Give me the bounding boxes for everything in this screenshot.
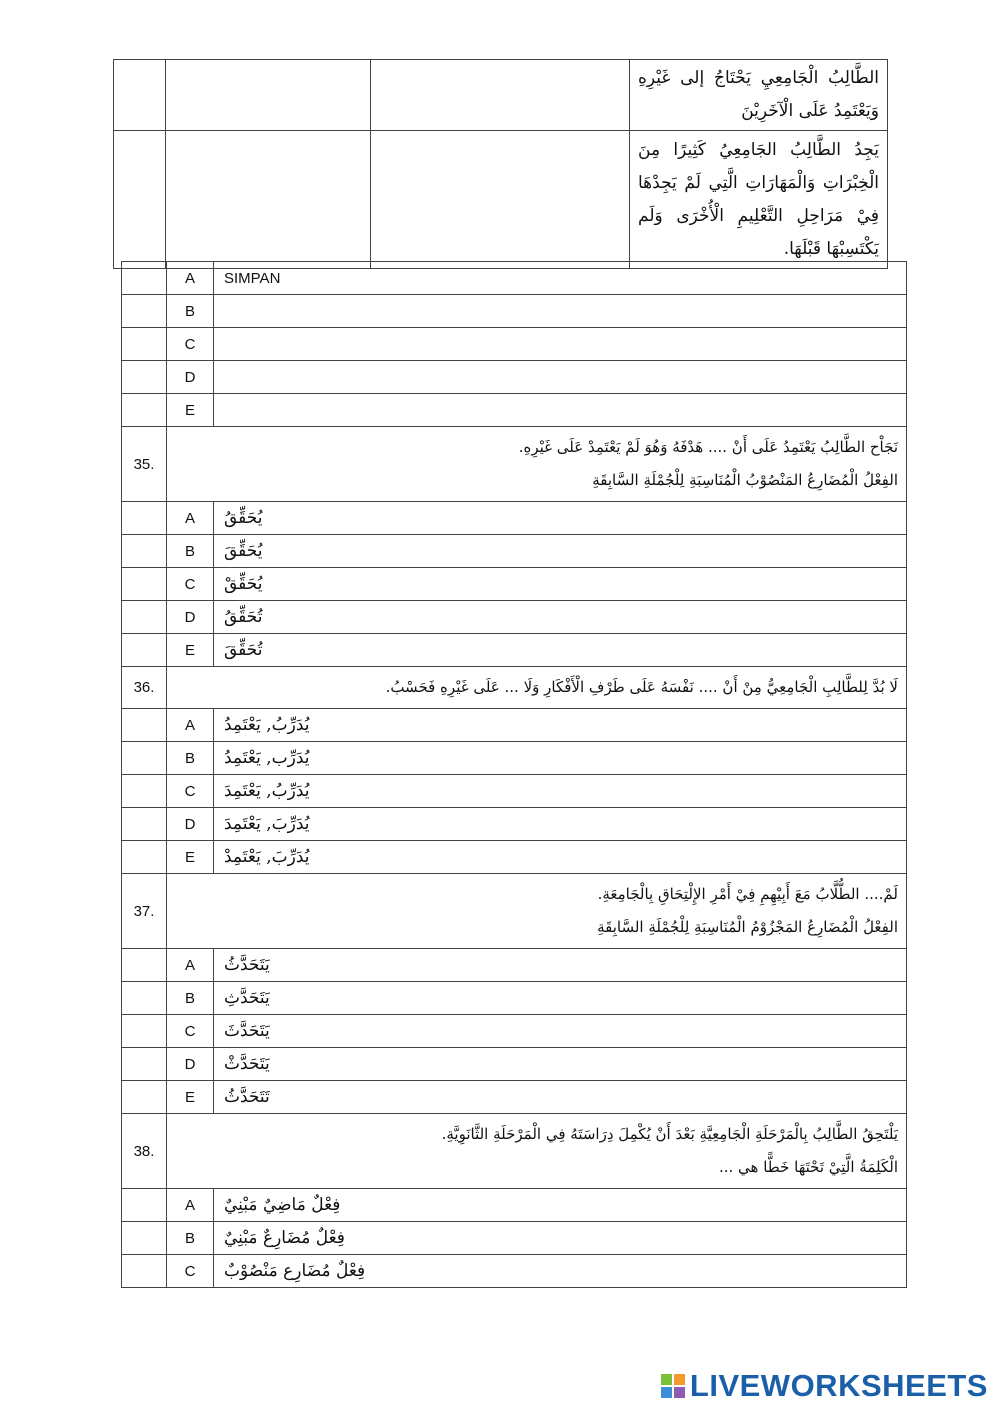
option-label: تُحَقِّقَ <box>224 640 263 660</box>
option-answer-field[interactable] <box>214 328 907 361</box>
logo-square-blue <box>661 1387 672 1398</box>
option-row[interactable] <box>122 1081 907 1114</box>
logo-square-orange <box>674 1374 685 1385</box>
option-label: يُدَرِّب, يَعْتَمِدُ <box>224 748 310 768</box>
option-row[interactable] <box>122 601 907 634</box>
option-label: يَتَحَدَّثْ <box>224 1054 270 1074</box>
option-text[interactable] <box>214 1189 907 1222</box>
question-row-37 <box>122 874 907 949</box>
number-cell <box>122 601 167 634</box>
liveworksheets-logo-icon <box>661 1374 685 1398</box>
option-label: يَتَحَدَّثَ <box>224 1021 270 1041</box>
option-letter: C <box>167 568 214 601</box>
statement-text: يَجِدُ الطَّالِبُ الجَامِعِيُ كَثِيرًا مِنَ الْخِبْرَاتِ وَالْمَهَارَاتِ الَّتِي لَمْ يَجِدْهَا فِيْ مَرَاحِلِ التَّعْلِيمِ الْأُخْرَى وَلَم يَكْتَسِبْهَا قَبْلَهَا. <box>630 131 888 269</box>
option-letter: C <box>167 775 214 808</box>
logo-text: LIVEWORKSHEETS <box>689 1368 988 1403</box>
option-letter: C <box>167 1255 214 1288</box>
option-row[interactable] <box>122 394 907 427</box>
option-label: يُحَقِّقْ <box>224 574 263 594</box>
number-cell <box>122 982 167 1015</box>
option-letter: E <box>167 1081 214 1114</box>
option-row[interactable] <box>122 328 907 361</box>
question-row-35 <box>122 427 907 502</box>
option-row[interactable] <box>122 808 907 841</box>
option-row[interactable] <box>122 634 907 667</box>
cell-empty <box>114 60 166 131</box>
option-row[interactable] <box>122 949 907 982</box>
option-text[interactable] <box>214 502 907 535</box>
option-letter: D <box>167 1048 214 1081</box>
question-line: لَمْ.... الطُّلَّابُ مَعَ أَبِيْهِمِ فِيْ أَمْرِ الإِلْتِحَاقِ بِالْجَامِعَةِ. <box>597 885 898 903</box>
option-answer-field[interactable] <box>214 394 907 427</box>
number-cell <box>122 535 167 568</box>
option-text[interactable] <box>214 1048 907 1081</box>
option-row[interactable] <box>122 742 907 775</box>
question-line: الْكَلِمَةُ الَّتِيْ تَحْتَهَا خَطًّا هي ... <box>718 1158 898 1176</box>
number-cell <box>122 1015 167 1048</box>
option-label: فِعْلٌ مَاضِيٌ مَبْنِيٌ <box>224 1195 341 1215</box>
cell-empty <box>166 60 371 131</box>
option-label: فِعْلٌ مُضَارِع مَنْصُوْبٌ <box>224 1261 366 1281</box>
cell-empty <box>114 131 166 269</box>
question-row-38 <box>122 1114 907 1189</box>
number-cell <box>122 328 167 361</box>
option-letter: A <box>167 1189 214 1222</box>
option-label: يَتَحَدَّثِ <box>224 988 270 1008</box>
number-cell <box>122 502 167 535</box>
question-line: نَجَاْح الطَّالِبُ يَعْتَمِدُ عَلَى أَنْ .... هَدْفَهُ وَهُوَ لَمْ يَعْتَمِدْ عَلَى غَيْرِهِ. <box>518 438 898 456</box>
option-row[interactable] <box>122 1222 907 1255</box>
option-text[interactable] <box>214 775 907 808</box>
option-letter: E <box>167 841 214 874</box>
statement-row <box>114 131 888 269</box>
option-row[interactable] <box>122 1048 907 1081</box>
option-label: فِعْلٌ مُضَارِعٌ مَبْنِيٌ <box>224 1228 345 1248</box>
option-letter: E <box>167 634 214 667</box>
question-number: 35. <box>122 427 167 502</box>
option-row[interactable] <box>122 1015 907 1048</box>
option-row[interactable] <box>122 535 907 568</box>
question-number: 37. <box>122 874 167 949</box>
option-label: يُدَرِّبُ, يَعْتَمِدُ <box>224 715 310 735</box>
option-label: تَتَحَدَّثُ <box>224 1087 270 1107</box>
number-cell <box>122 361 167 394</box>
option-text[interactable] <box>214 808 907 841</box>
number-cell <box>122 1222 167 1255</box>
option-letter: B <box>167 535 214 568</box>
number-cell <box>122 949 167 982</box>
liveworksheets-logo[interactable] <box>661 1368 988 1404</box>
cell-empty <box>371 60 630 131</box>
question-line: الفِعْلُ الْمُضَارِعُ المَجْزُوْمُ الْمُنَاسِبَةِ لِلْجُمْلَةِ السَّابِقَةِ <box>597 918 898 936</box>
option-text[interactable] <box>214 601 907 634</box>
option-row[interactable] <box>122 1189 907 1222</box>
option-text[interactable] <box>214 1081 907 1114</box>
number-cell <box>122 1255 167 1288</box>
option-row[interactable] <box>122 262 907 295</box>
logo-square-green <box>661 1374 672 1385</box>
option-text[interactable] <box>214 841 907 874</box>
number-cell <box>122 634 167 667</box>
question-text <box>167 1114 907 1189</box>
option-text[interactable] <box>214 568 907 601</box>
option-answer-field[interactable] <box>214 361 907 394</box>
question-text <box>167 427 907 502</box>
number-cell <box>122 1189 167 1222</box>
option-row[interactable] <box>122 709 907 742</box>
option-text[interactable] <box>214 982 907 1015</box>
option-row[interactable] <box>122 841 907 874</box>
option-label: تُحَقِّقُ <box>224 607 263 627</box>
statement-row <box>114 60 888 131</box>
question-line: يَلْتَحِقُ الطَّالِبُ بِالْمَرْحَلَةِ الْجَامِعِيَّةِ بَعْدَ أَنْ يُكْمِلَ دِرَاسَتَهُ فِي الْمَرْحَلَةِ الثَّانَوِيَّةِ. <box>441 1125 898 1143</box>
question-number: 36. <box>122 667 167 709</box>
option-answer-field[interactable]: SIMPAN <box>214 262 907 295</box>
question-text <box>167 874 907 949</box>
option-label: يُدَرِّبُ, يَعْتَمِدَ <box>224 781 310 801</box>
number-cell <box>122 1081 167 1114</box>
option-text[interactable] <box>214 709 907 742</box>
number-cell <box>122 841 167 874</box>
option-text[interactable] <box>214 742 907 775</box>
option-row[interactable] <box>122 361 907 394</box>
cell-empty <box>371 131 630 269</box>
question-line: لَا بُدَّ لِلطَّالِبِ الْجَامِعِيُّ مِنْ أَنْ .... نَفْسَهُ عَلَى طَرْفِ الْأَفْكَارِ وَلَا ... عَلَى غَيْرِهِ فَحَسْبُ. <box>385 678 898 696</box>
option-row[interactable] <box>122 502 907 535</box>
option-letter: B <box>167 1222 214 1255</box>
option-label: يُدَرِّبَ, يَعْتَمِدْ <box>224 847 310 867</box>
number-cell <box>122 1048 167 1081</box>
option-text[interactable] <box>214 1015 907 1048</box>
cell-empty <box>166 131 371 269</box>
option-letter: D <box>167 601 214 634</box>
option-label: يَتَحَدَّثُ <box>224 955 270 975</box>
statement-text: الطَّالِبُ الْجَامِعِيِ يَحْتَاجُ إلى غَيْرِهِ وَيَعْتَمِدُ عَلَى الْآخَرِيْنَ <box>630 60 888 131</box>
previous-question-table <box>113 59 888 269</box>
number-cell <box>122 262 167 295</box>
option-letter: D <box>167 808 214 841</box>
option-label: يُحَقِّقُ <box>224 508 263 528</box>
option-letter: C <box>167 1015 214 1048</box>
option-label: يُدَرِّبَ, يَعْتَمِدَ <box>224 814 310 834</box>
option-letter: E <box>167 394 214 427</box>
option-letter: B <box>167 982 214 1015</box>
option-letter: A <box>167 709 214 742</box>
number-cell <box>122 568 167 601</box>
option-letter: B <box>167 742 214 775</box>
option-letter: A <box>167 949 214 982</box>
option-text[interactable] <box>214 1222 907 1255</box>
question-line: الفِعْلُ الْمُضَارِعُ المَنْصُوْبُ الْمُنَاسِبَةِ لِلْجُمْلَةِ السَّابِقَةِ <box>592 471 898 489</box>
question-row-36 <box>122 667 907 709</box>
option-row[interactable] <box>122 1255 907 1288</box>
option-text[interactable] <box>214 535 907 568</box>
number-cell <box>122 808 167 841</box>
option-letter: A <box>167 262 214 295</box>
option-letter: A <box>167 502 214 535</box>
option-letter: B <box>167 295 214 328</box>
number-cell <box>122 742 167 775</box>
questions-table <box>121 261 907 1288</box>
option-row[interactable] <box>122 568 907 601</box>
option-text[interactable] <box>214 1255 907 1288</box>
option-row[interactable] <box>122 295 907 328</box>
number-cell <box>122 295 167 328</box>
option-row[interactable] <box>122 775 907 808</box>
option-text[interactable] <box>214 949 907 982</box>
question-number: 38. <box>122 1114 167 1189</box>
option-row[interactable] <box>122 982 907 1015</box>
number-cell <box>122 394 167 427</box>
option-letter: D <box>167 361 214 394</box>
option-label: يُحَقِّقَ <box>224 541 263 561</box>
number-cell <box>122 775 167 808</box>
option-answer-field[interactable] <box>214 295 907 328</box>
option-text[interactable] <box>214 634 907 667</box>
logo-square-purple <box>674 1387 685 1398</box>
question-text <box>167 667 907 709</box>
option-letter: C <box>167 328 214 361</box>
number-cell <box>122 709 167 742</box>
